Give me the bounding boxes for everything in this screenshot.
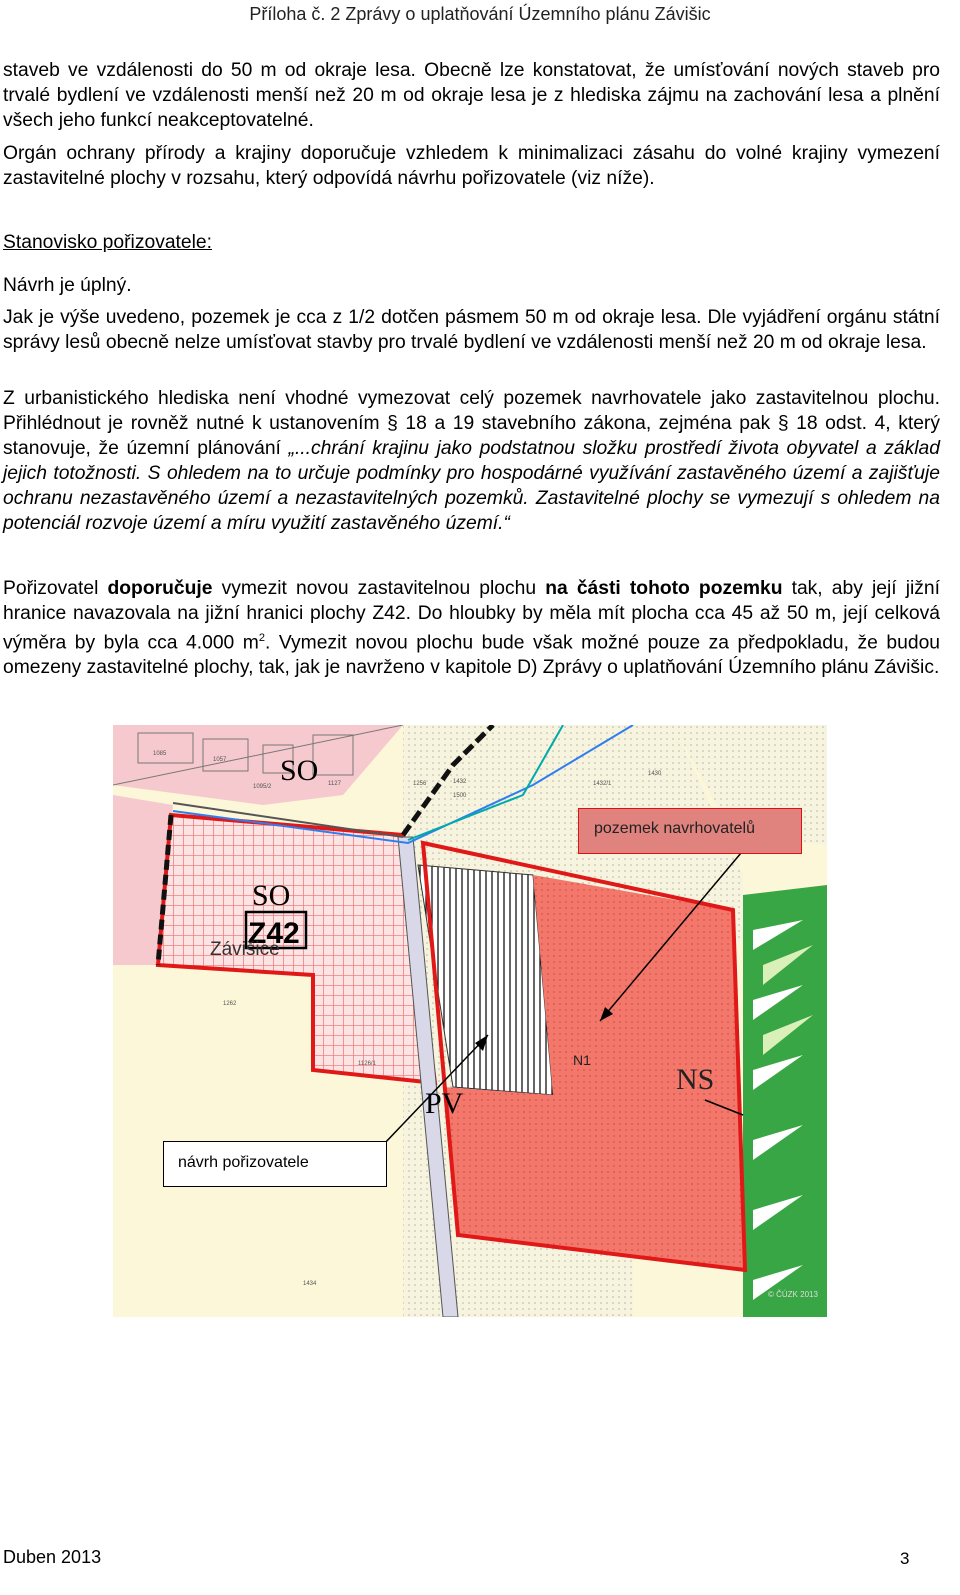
paragraph-urban-text: Z urbanistického hlediska není vhodné vymezovat celý pozemek navrhovatele jako zastavitelnou plochu. Přihlédnout je rovněž nutné k ustanovením § 18 a 19 stavebního zákona, zejména pak § 18 odst. 4, který stanovuje, že územní plánování <box>3 388 940 459</box>
callout-proposal: návrh pořizovatele <box>163 1141 387 1187</box>
parcel-label: 1432/1 <box>593 781 612 787</box>
law-quote: „...chrání krajinu jako podstatnou složku prostředí života obyvatel a základ jejich totožnosti. S ohledem na to určuje podmínky pro hospodárné využívání zastavěného území a zajišťuje ochranu nezastavěného území a nezastavitelných pozemků. Zastavitelné plochy se vymezují s ohledem na potenciál rozvoje území a míru využití zastavěného území.“ <box>3 438 941 534</box>
rec-bold-2: na části tohoto pozemku <box>545 578 783 599</box>
map-label-so: SO <box>252 879 291 912</box>
paragraph-complete: Návrh je úplný. <box>3 275 132 296</box>
paragraph-forest-distance: staveb ve vzdálenosti do 50 m od okraje lesa. Obecně lze konstatovat, že umísťování nových staveb pro trvalé bydlení ve vzdálenosti menší než 20 m od okraje lesa je z hlediska zájmu na zachování lesa a plnění všech jeho funkcí neakceptovatelné. <box>3 60 940 131</box>
parcel-label: 1500 <box>453 793 467 799</box>
rec-text-1: Pořizovatel <box>3 578 108 599</box>
rec-superscript: 2 <box>258 632 265 644</box>
paragraph-nature-protection: Orgán ochrany přírody a krajiny doporučuje vzhledem k minimalizaci zásahu do volné krajiny vymezení zastavitelné plochy v rozsahu, který odpovídá návrhu pořizovatele (viz níže). <box>3 143 940 189</box>
parcel-label: 1256 <box>413 781 427 787</box>
parcel-label: 1095/2 <box>253 784 272 790</box>
parcel-label: 1126/1 <box>358 1061 376 1067</box>
map-label-n1: N1 <box>573 1052 591 1068</box>
rec-text-4: . Vymezit novou plochu bude však možné pouze za předpokladu, že budou omezeny zastavitelné plochy, tak, jak je navrženo v kapitole D) Zprávy o uplatňování Územního plánu Závišic. <box>3 632 941 679</box>
footer-date: Duben 2013 <box>3 1547 102 1567</box>
paragraph-recommendation <box>3 576 940 680</box>
rec-bold-1: doporučuje <box>107 578 213 599</box>
parcel-label: 1434 <box>303 1281 317 1287</box>
map-label-z42: Z42 <box>248 917 300 950</box>
parcel-label: 1057 <box>213 757 227 763</box>
parcel-label: 1430 <box>648 771 662 777</box>
section-heading: Stanovisko pořizovatele: <box>3 232 212 253</box>
callout-applicants-plot: pozemek navrhovatelů <box>578 808 802 854</box>
parcel-label: 1432 <box>453 779 467 785</box>
page-number: 3 <box>900 1549 910 1568</box>
rec-text-2: vymezit novou zastavitelnou plochu <box>212 578 546 599</box>
map-label-ns: NS <box>676 1063 715 1096</box>
map-copyright: © ČÚZK 2013 <box>768 1290 818 1299</box>
map-label-so-top: SO <box>280 754 319 787</box>
parcel-label: 1127 <box>328 781 341 787</box>
paragraph-urban-aspect <box>3 386 940 536</box>
rec-text-3: tak, aby její jižní hranice navazovala na jižní hranici plochy Z42. Do hloubky by měla mít plocha cca 45 až 50 m, její celková výměra by byla cca 4.000 m <box>3 578 940 654</box>
map-label-pv: PV <box>425 1087 464 1120</box>
parcel-label: 1085 <box>153 751 167 757</box>
map-label-village: Závišice <box>210 939 280 960</box>
page-header: Příloha č. 2 Zprávy o uplatňování Územního plánu Závišic <box>249 4 711 24</box>
parcel-label: 1262 <box>223 1001 237 1007</box>
paragraph-forest-zone: Jak je výše uvedeno, pozemek je cca z 1/2 dotčen pásmem 50 m od okraje lesa. Dle vyjádření orgánu státní správy lesů obecně nelze umísťovat stavby pro trvalé bydlení ve vzdálenosti menší než 20 m od okraje lesa. <box>3 307 940 353</box>
